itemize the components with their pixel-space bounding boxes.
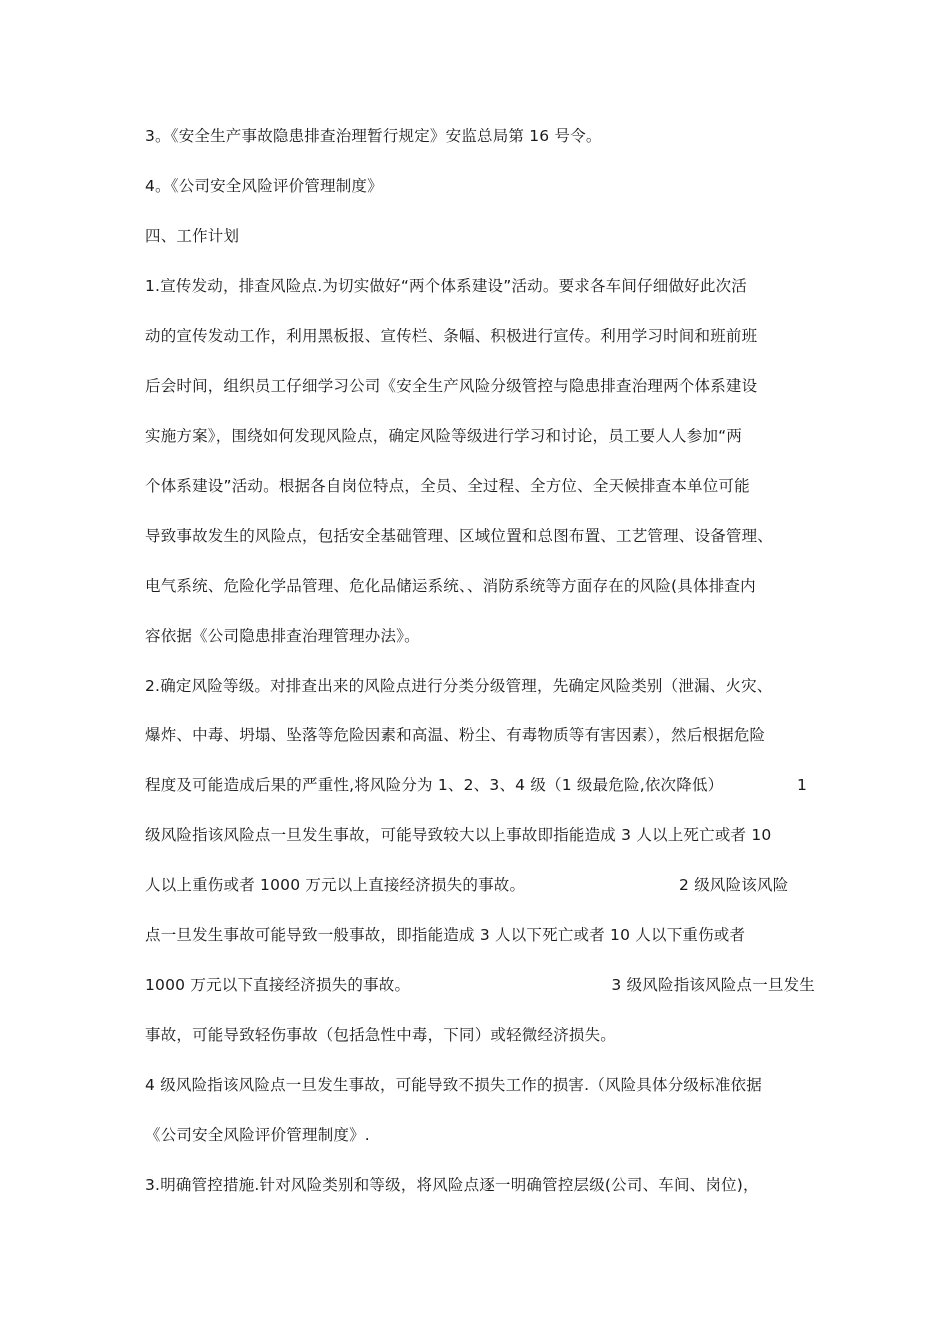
- reference-item-3: 3。《安全生产事故隐患排查治理暂行规定》安监总局第 16 号令。: [145, 127, 602, 145]
- paragraph-line: 个体系建设”活动。根据各自岗位特点，全员、全过程、全方位、全天候排查本单位可能: [145, 477, 750, 495]
- paragraph-line: 2.确定风险等级。对排查出来的风险点进行分类分级管理，先确定风险类别（泄漏、火灾、: [145, 677, 773, 695]
- paragraph-line: 实施方案》，围绕如何发现风险点，确定风险等级进行学习和讨论，员工要人人参加“两: [145, 427, 743, 445]
- paragraph-line: 事故，可能导致轻伤事故（包括急性中毒，下同）或轻微经济损失。: [145, 1026, 617, 1044]
- paragraph-line: 1.宣传发动，排查风险点.为切实做好“两个体系建设”活动。要求各车间仔细做好此次活: [145, 277, 747, 295]
- paragraph-line: 点一旦发生事故可能导致一般事故，即指能造成 3 人以下死亡或者 10 人以下重伤或者: [145, 926, 746, 944]
- reference-item-4: 4。《公司安全风险评价管理制度》: [145, 177, 383, 195]
- line-text-right: 2 级风险该风险: [679, 876, 789, 894]
- paragraph-line: [145, 772, 815, 798]
- line-text-left: 程度及可能造成后果的严重性,将风险分为 1、2、3、4 级（1 级最危险,依次降低）: [145, 776, 724, 794]
- paragraph-line: 导致事故发生的风险点，包括安全基础管理、区域位置和总图布置、工艺管理、设备管理、: [145, 527, 774, 545]
- paragraph-line: 动的宣传发动工作，利用黑板报、宣传栏、条幅、积极进行宣传。利用学习时间和班前班: [145, 327, 758, 345]
- line-text-right: 1: [796, 776, 807, 794]
- paragraph-line: 《公司安全风险评价管理制度》.: [145, 1126, 370, 1144]
- line-text-left: 1000 万元以下直接经济损失的事故。: [145, 976, 411, 994]
- paragraph-line: [145, 972, 815, 998]
- paragraph-line: 后会时间，组织员工仔细学习公司《安全生产风险分级管控与隐患排查治理两个体系建设: [145, 377, 758, 395]
- line-text-right: 3 级风险指该风险点一旦发生: [611, 976, 815, 994]
- paragraph-line: 级风险指该风险点一旦发生事故，可能导致较大以上事故即指能造成 3 人以上死亡或者 10: [145, 826, 772, 844]
- paragraph-line: 爆炸、中毒、坍塌、坠落等危险因素和高温、粉尘、有毒物质等有害因素），然后根据危险: [145, 726, 766, 744]
- paragraph-line: 4 级风险指该风险点一旦发生事故，可能导致不损失工作的损害.（风险具体分级标准依据: [145, 1076, 762, 1094]
- section-heading: 四、工作计划: [145, 227, 240, 245]
- paragraph-line: [145, 872, 815, 898]
- paragraph-line: 3.明确管控措施.针对风险类别和等级，将风险点逐一明确管控层级(公司、车间、岗位)，: [145, 1176, 759, 1194]
- paragraph-line: 容依据《公司隐患排查治理管理办法》。: [145, 627, 420, 645]
- line-text-left: 人以上重伤或者 1000 万元以上直接经济损失的事故。: [145, 876, 526, 894]
- paragraph-line: 电气系统、危险化学品管理、危化品储运系统、、消防系统等方面存在的风险(具体排查内: [145, 577, 756, 595]
